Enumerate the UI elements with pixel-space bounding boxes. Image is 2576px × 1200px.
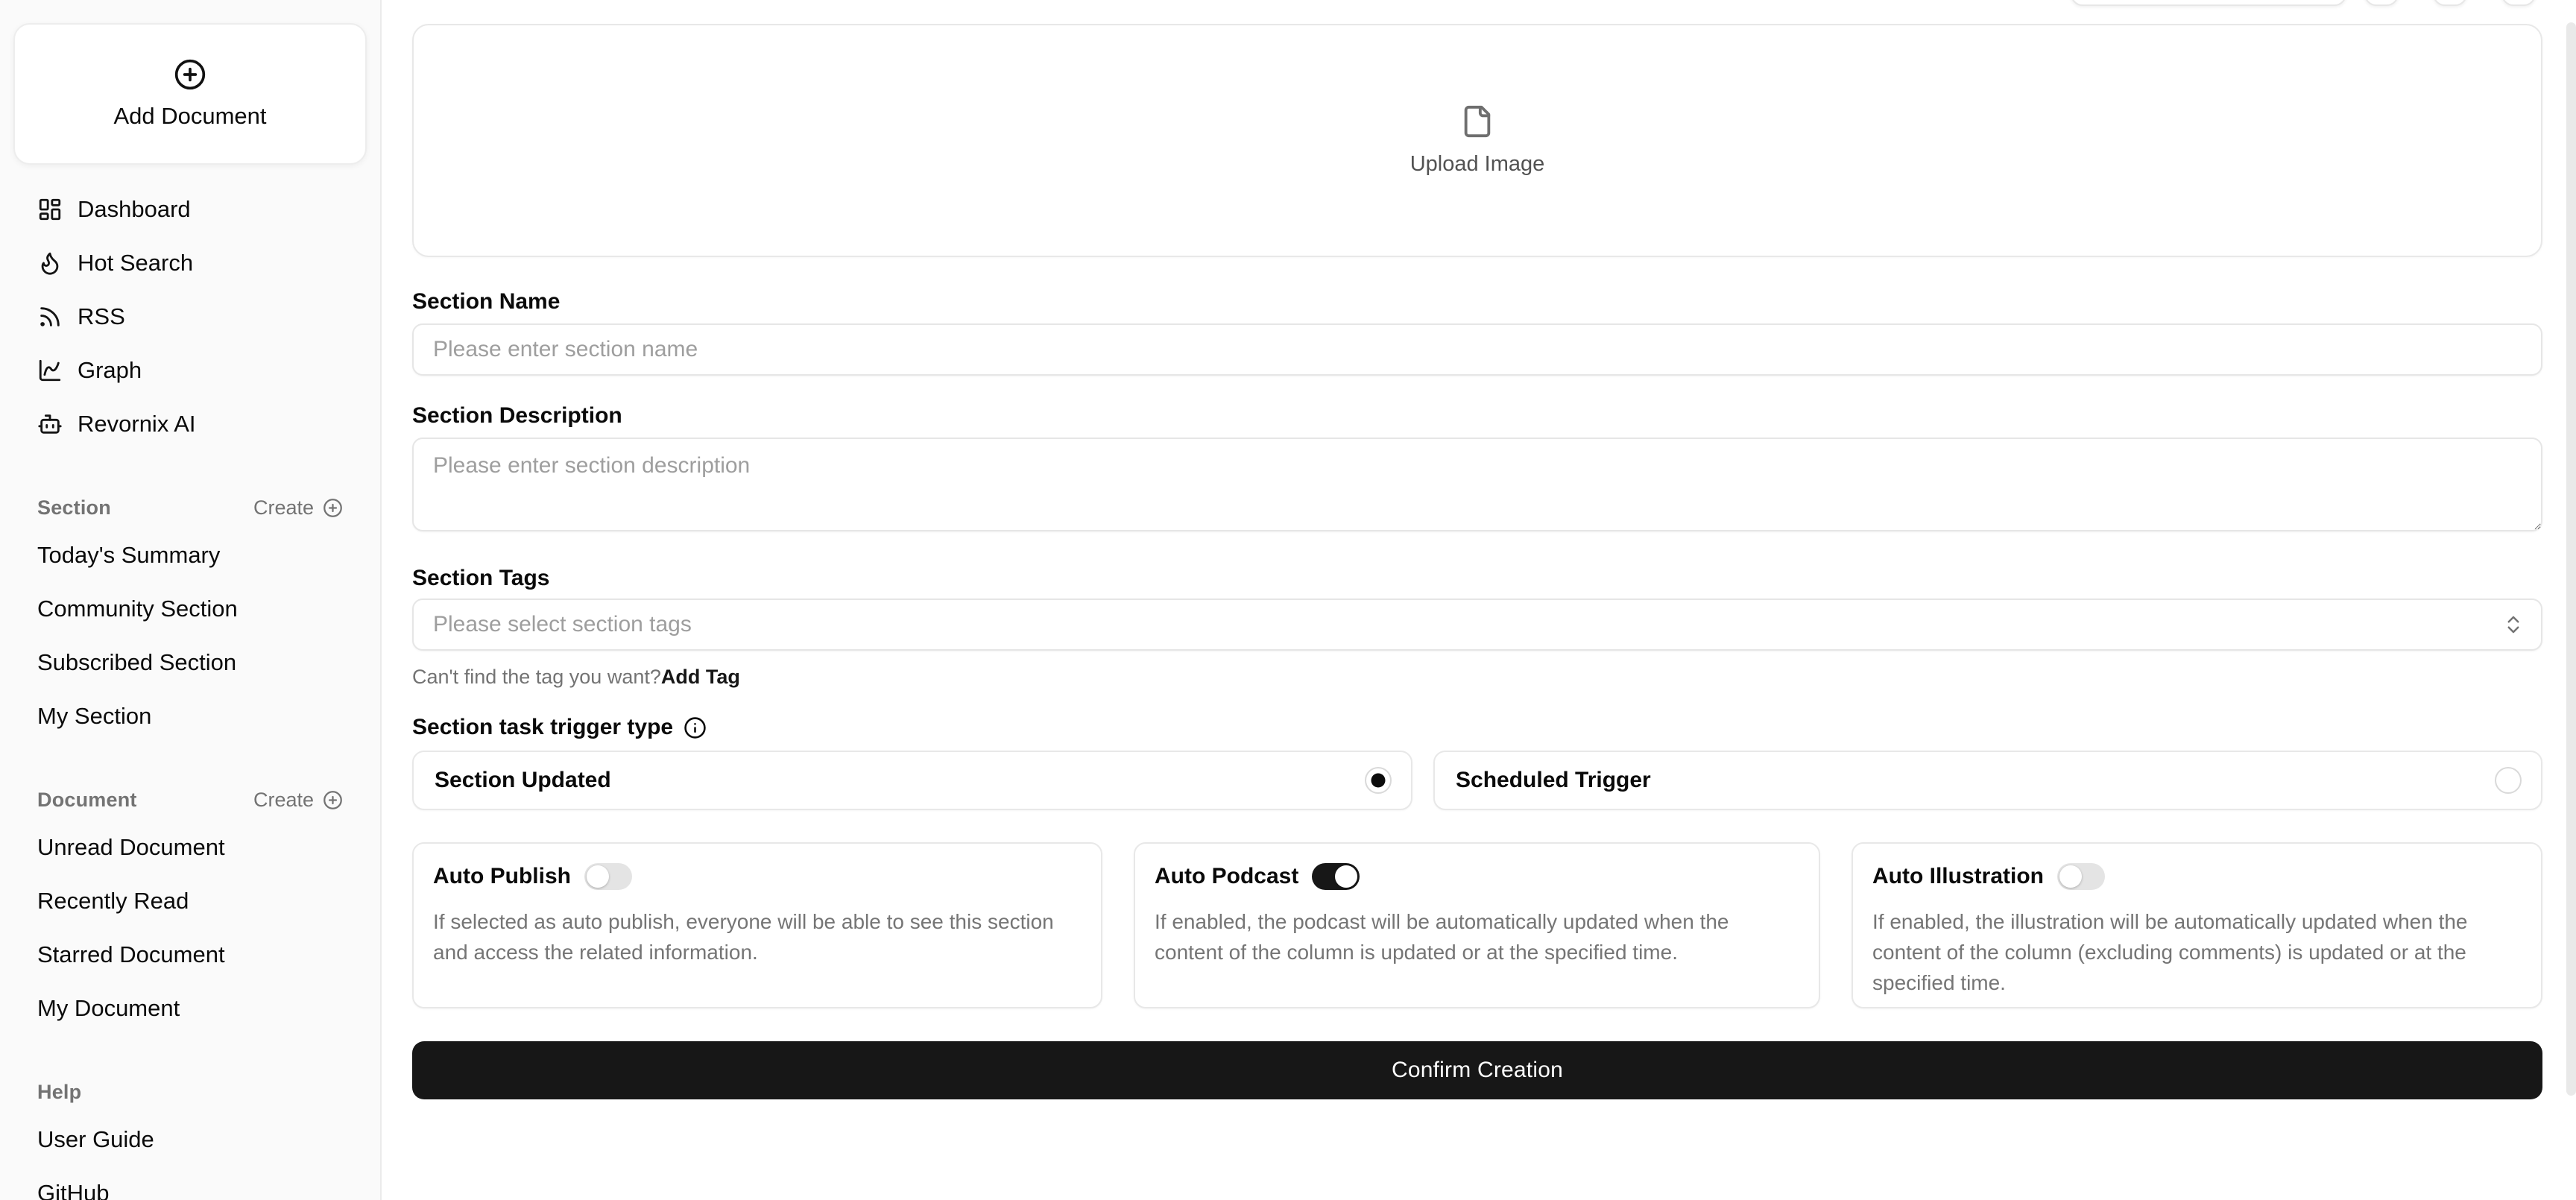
create-document-button[interactable] (253, 789, 343, 812)
section-tags-placeholder: Please select section tags (433, 612, 692, 637)
tag-helper-text: Can't find the tag you want?Add Tag (412, 666, 740, 688)
confirm-creation-button[interactable]: Confirm Creation (412, 1041, 2542, 1099)
sidebar-item-revornix-ai[interactable] (13, 397, 367, 451)
sidebar-item-hot-search[interactable] (13, 236, 367, 290)
sidebar-item-label: Graph (78, 357, 142, 383)
auto-illustration-toggle[interactable] (2057, 863, 2105, 890)
trigger-option-scheduled-trigger[interactable]: Scheduled Trigger (1433, 751, 2542, 810)
section-description-label: Section Description (412, 403, 622, 428)
create-section-form (412, 24, 2542, 1099)
sidebar-item-rss[interactable] (13, 290, 367, 344)
trigger-type-label-row (412, 715, 2542, 740)
auto-podcast-card (1134, 842, 1820, 1008)
section-tags-label: Section Tags (412, 566, 550, 590)
sidebar-item-graph[interactable] (13, 344, 367, 397)
document-group-items (13, 821, 367, 1035)
sidebar-nav (13, 183, 367, 451)
section-tags-select[interactable] (412, 599, 2542, 651)
top-toolbar-button-1-partial[interactable] (2364, 0, 2399, 6)
scrollbar-thumb[interactable] (2566, 22, 2576, 1096)
rss-icon (37, 304, 63, 329)
sidebar-item-recently-read[interactable]: Recently Read (37, 888, 189, 914)
circle-plus-icon (323, 498, 343, 518)
circle-plus-icon (174, 58, 206, 91)
help-group-title: Help (37, 1080, 82, 1103)
trigger-option-section-updated[interactable]: Section Updated (412, 751, 1412, 810)
auto-illustration-description: If enabled, the illustration will be automatically updated when the content of the column (excluding comments) is updated or at the specified time. (1872, 910, 2468, 994)
sidebar-item-community-section[interactable]: Community Section (37, 596, 238, 622)
sidebar (0, 0, 382, 1200)
help-group-header (13, 1076, 367, 1108)
section-name-input[interactable] (412, 323, 2542, 376)
auto-publish-toggle[interactable] (584, 863, 632, 890)
file-icon (1460, 104, 1494, 139)
create-document-label: Create (253, 788, 314, 811)
auto-podcast-toggle[interactable] (1312, 863, 1360, 890)
add-document-label: Add Document (113, 103, 267, 129)
help-group-items (13, 1113, 367, 1200)
circle-plus-icon (323, 790, 343, 810)
sidebar-item-label: Hot Search (78, 250, 194, 276)
layout-dashboard-icon (37, 197, 63, 222)
radio-unselected-icon[interactable] (2495, 767, 2522, 794)
sidebar-item-dashboard[interactable] (13, 183, 367, 236)
sidebar-item-label: RSS (78, 303, 125, 329)
chart-spline-icon (37, 358, 63, 383)
upload-image-dropzone[interactable] (412, 24, 2542, 257)
create-section-label: Create (253, 496, 314, 519)
radio-selected-icon[interactable] (1365, 767, 1392, 794)
auto-publish-title: Auto Publish (433, 864, 571, 888)
chevrons-up-down-icon (2502, 613, 2525, 636)
bot-icon (37, 411, 63, 437)
sidebar-item-unread-document[interactable]: Unread Document (37, 834, 225, 860)
trigger-type-label: Section task trigger type (412, 715, 674, 739)
add-tag-link[interactable]: Add Tag (660, 666, 740, 688)
top-toolbar-button-3-partial[interactable] (2501, 0, 2536, 6)
info-icon[interactable] (684, 716, 707, 739)
auto-illustration-title: Auto Illustration (1872, 864, 2044, 888)
document-group-header (13, 783, 367, 816)
auto-publish-card (412, 842, 1102, 1008)
sidebar-item-starred-document[interactable]: Starred Document (37, 941, 225, 967)
sidebar-item-github[interactable]: GitHub (37, 1180, 110, 1200)
create-section-button[interactable] (253, 496, 343, 520)
section-name-label: Section Name (412, 289, 561, 314)
auto-illustration-card (1852, 842, 2542, 1008)
flame-icon (37, 250, 63, 276)
upload-image-label: Upload Image (1409, 152, 1545, 176)
auto-option-cards (412, 842, 2542, 1008)
main-content (382, 0, 2576, 1200)
sidebar-item-label: Dashboard (78, 196, 191, 222)
sidebar-item-my-section[interactable]: My Section (37, 703, 152, 729)
auto-publish-description: If selected as auto publish, everyone will be able to see this section and access the related information. (433, 910, 1054, 964)
sidebar-item-user-guide[interactable]: User Guide (37, 1126, 154, 1152)
add-document-button[interactable] (13, 23, 367, 165)
sidebar-item-label: Revornix AI (78, 411, 196, 437)
sidebar-item-subscribed-section[interactable]: Subscribed Section (37, 649, 237, 675)
section-group-title: Section (37, 496, 111, 519)
section-group-items (13, 528, 367, 743)
top-toolbar-button-2-partial[interactable] (2433, 0, 2467, 6)
sidebar-item-todays-summary[interactable]: Today's Summary (37, 542, 221, 568)
top-search-input-partial[interactable] (2071, 0, 2346, 6)
document-group-title: Document (37, 788, 137, 811)
section-group-header (13, 491, 367, 524)
section-description-textarea[interactable] (412, 438, 2542, 531)
sidebar-item-my-document[interactable]: My Document (37, 995, 180, 1021)
trigger-type-options (412, 751, 2542, 810)
auto-podcast-description: If enabled, the podcast will be automatically updated when the content of the column is updated or at the specified time. (1155, 910, 1729, 964)
auto-podcast-title: Auto Podcast (1155, 864, 1299, 888)
